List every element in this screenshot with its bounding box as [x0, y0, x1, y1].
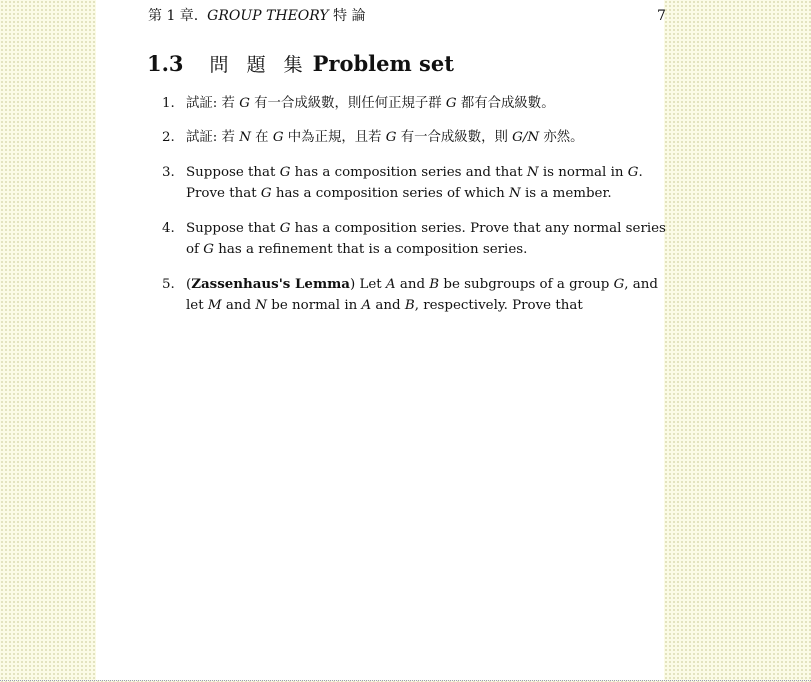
problem-line: 試証: 若 G 有一合成級數，則任何正規子群 G 都有合成級數。 [186, 96, 555, 111]
problem-line: Suppose that G has a composition series and that N is normal in G. [186, 165, 643, 180]
running-header [148, 6, 668, 26]
section-title-english: Problem set [312, 51, 454, 76]
problem-number: 5. [162, 277, 175, 292]
problem-line: of G has a refinement that is a composition series. [186, 242, 528, 257]
section-title [147, 50, 454, 79]
section-number: 1.3 [147, 51, 184, 76]
problem-line: 試証: 若 N 在 G 中為正規，且若 G 有一合成級數，則 G/N 亦然。 [186, 130, 584, 145]
section-title-cjk: 問 題 集 [209, 54, 309, 76]
problem-text [186, 127, 584, 148]
lemma-name: Zassenhaus's Lemma [191, 276, 350, 292]
problem-text [186, 274, 658, 316]
chapter-heading: 第 1 章. GROUP THEORY 特 論 [148, 8, 366, 24]
problem-text [186, 218, 666, 260]
page-number: 7 [657, 8, 666, 24]
problem-line: let M and N be normal in A and B, respectively. Prove that [186, 298, 583, 313]
problem-line: Suppose that G has a composition series. Prove that any normal series [186, 221, 666, 236]
problem-number: 2. [162, 130, 175, 145]
problem-number: 3. [162, 165, 175, 180]
problem-text [186, 93, 555, 114]
problem-number: 4. [162, 221, 175, 236]
problem-line: Prove that G has a composition series of which N is a member. [186, 186, 612, 201]
page-bottom-border [0, 680, 811, 681]
problem-text [186, 162, 643, 204]
problem-number: 1. [162, 96, 175, 111]
document-page [96, 0, 664, 680]
problem-line: (Zassenhaus's Lemma) Let A and B be subgroups of a group G, and [186, 276, 658, 292]
